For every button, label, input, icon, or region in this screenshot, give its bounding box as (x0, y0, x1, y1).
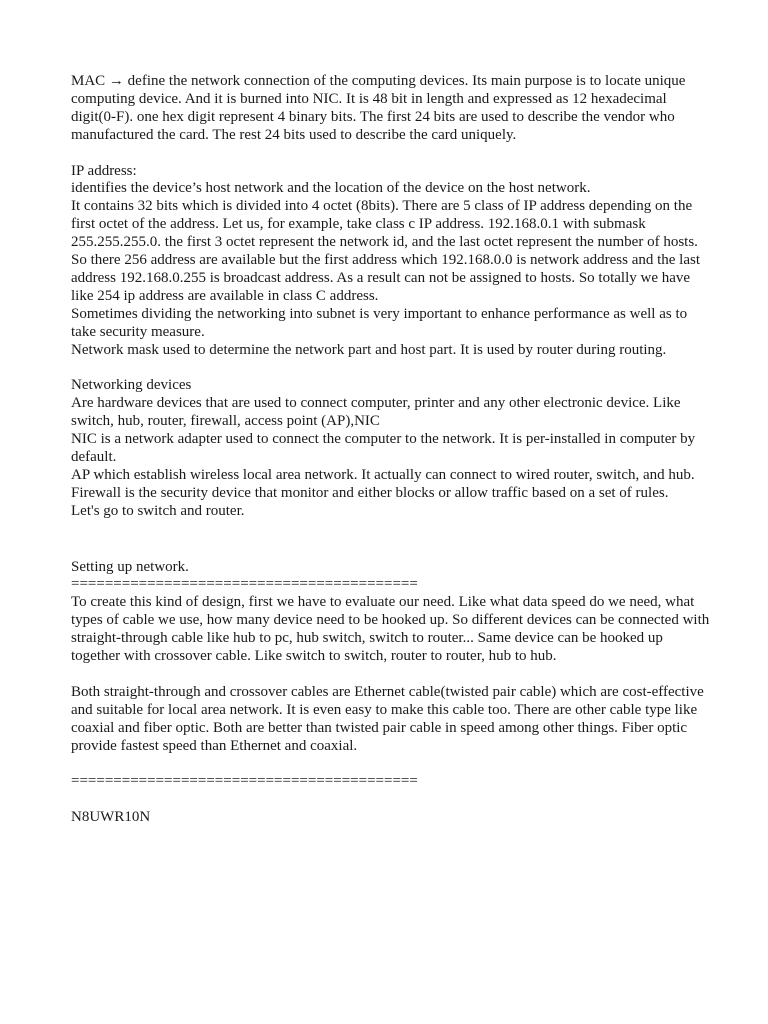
spacer (71, 145, 711, 163)
document-code: N8UWR10N (71, 809, 151, 826)
spacer (71, 539, 711, 559)
ip-definition: identifies the device’s host network and the location of the device on the host network. (71, 180, 591, 197)
devices-ap: AP which establish wireless local area network. It actually can connect to wired router, switch, and hub. (71, 466, 695, 483)
spacer (71, 521, 711, 539)
spacer (71, 359, 711, 377)
separator-rule-end: ========================================= (71, 773, 418, 790)
devices-heading: Networking devices (71, 377, 192, 394)
spacer (71, 666, 711, 684)
ip-mask: Network mask used to determine the network part and host part. It is used by router during routing. (71, 341, 667, 358)
spacer (71, 755, 711, 773)
ip-subnet: Sometimes dividing the networking into subnet is very important to enhance performance as well as to take security measure. (71, 305, 688, 340)
separator-rule: ========================================= (71, 576, 418, 593)
setup-cables: Both straight-through and crossover cables are Ethernet cable(twisted pair cable) which are cost-effective and suitable for local area network. It is even easy to make this cable too. There are other cable type like coaxial and fiber optic. Both are better than twisted pair cable in speed among other things. Fiber optic provide fastest speed than Ethernet and coaxial. (71, 683, 704, 754)
mac-paragraph: MAC → define the network connection of the computing devices. Its main purpose is to locate unique computing device. And it is burned into NIC. It is 48 bit in length and expressed as 12 hexadecimal digit(0-F). one hex digit represent 4 binary bits. The first 24 bits are used to describe the vendor who manufactured the card. The rest 24 bits used to describe the card uniquely. (71, 73, 686, 143)
document-body (71, 73, 711, 827)
devices-intro: Are hardware devices that are used to connect computer, printer and any other electronic device. Like switch, hub, router, firewall, access point (AP),NIC (71, 395, 681, 430)
devices-firewall: Firewall is the security device that monitor and either blocks or allow traffic based on a set of rules. (71, 484, 669, 501)
devices-next: Let's go to switch and router. (71, 502, 245, 519)
setup-design: To create this kind of design, first we have to evaluate our need. Like what data speed do we need, what types of cable we use, how many device need to be hooked up. So different devices can be connected with straight-through cable like hub to pc, hub switch, switch to router... Same device can be hooked up together with crossover cable. Like switch to switch, router to router, hub to hub. (71, 594, 710, 665)
devices-nic: NIC is a network adapter used to connect the computer to the network. It is per-installed in computer by default. (71, 431, 696, 465)
spacer (71, 791, 711, 809)
ip-heading: IP address: (71, 162, 137, 179)
setup-heading: Setting up network. (71, 558, 189, 575)
ip-details: It contains 32 bits which is divided into 4 octet (8bits). There are 5 class of IP address depending on the first octet of the address. Let us, for example, take class c IP address. 192.168.0.1 with submask 255.255.255.0. the first 3 octet represent the network id, and the last octet represent the number of hosts. So there 256 address are available but the first address which 192.168.0.0 is network address and the last address 192.168.0.255 is broadcast address. As a result can not be assigned to hosts. So totally we have like 254 ip address are available in class C address. (71, 198, 701, 304)
